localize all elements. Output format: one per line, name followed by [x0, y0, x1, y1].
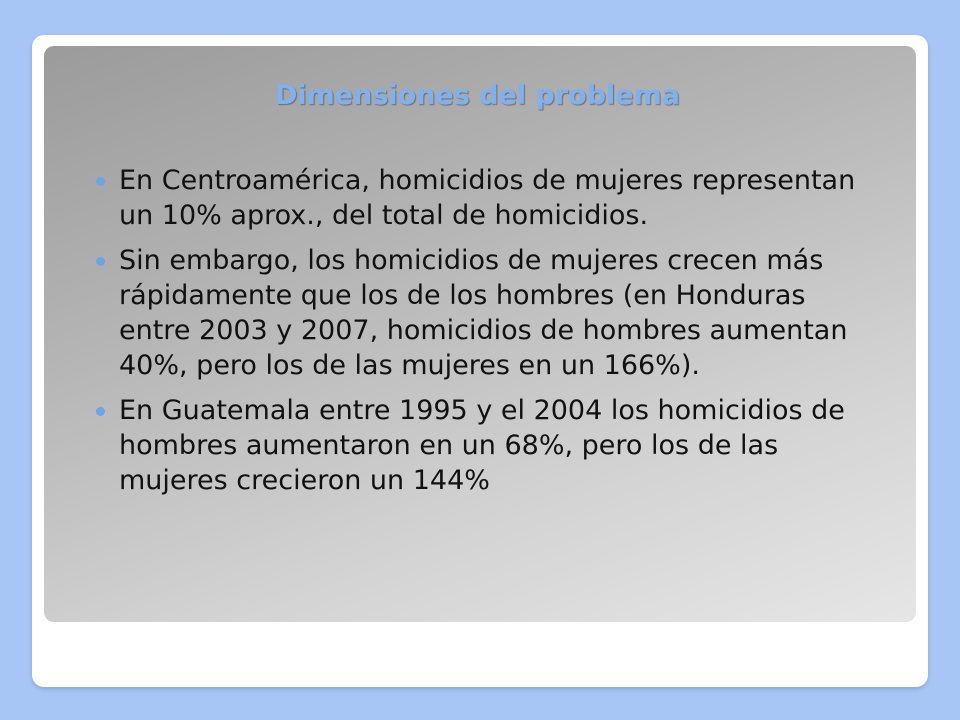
- bullet-list: [96, 163, 866, 508]
- bullet-dot-icon: [96, 407, 105, 416]
- bullet-text: En Guatemala entre 1995 y el 2004 los homicidios de hombres aumentaron en un 68%, pero los de las mujeres crecieron un 144%: [119, 395, 845, 496]
- bullet-item: [96, 163, 866, 233]
- bullet-item: [96, 243, 866, 383]
- slide-title: Dimensiones del problema: [275, 80, 680, 111]
- bullet-dot-icon: [96, 257, 105, 266]
- bullet-dot-icon: [96, 177, 105, 186]
- bullet-text: Sin embargo, los homicidios de mujeres crecen más rápidamente que los de los hombres (en Honduras entre 2003 y 2007, homicidios de hombres aumentan 40%, pero los de las mujeres en un 166%).: [119, 245, 848, 381]
- bullet-item: [96, 393, 866, 498]
- bullet-text: En Centroamérica, homicidios de mujeres representan un 10% aprox., del total de homicidios.: [119, 165, 856, 231]
